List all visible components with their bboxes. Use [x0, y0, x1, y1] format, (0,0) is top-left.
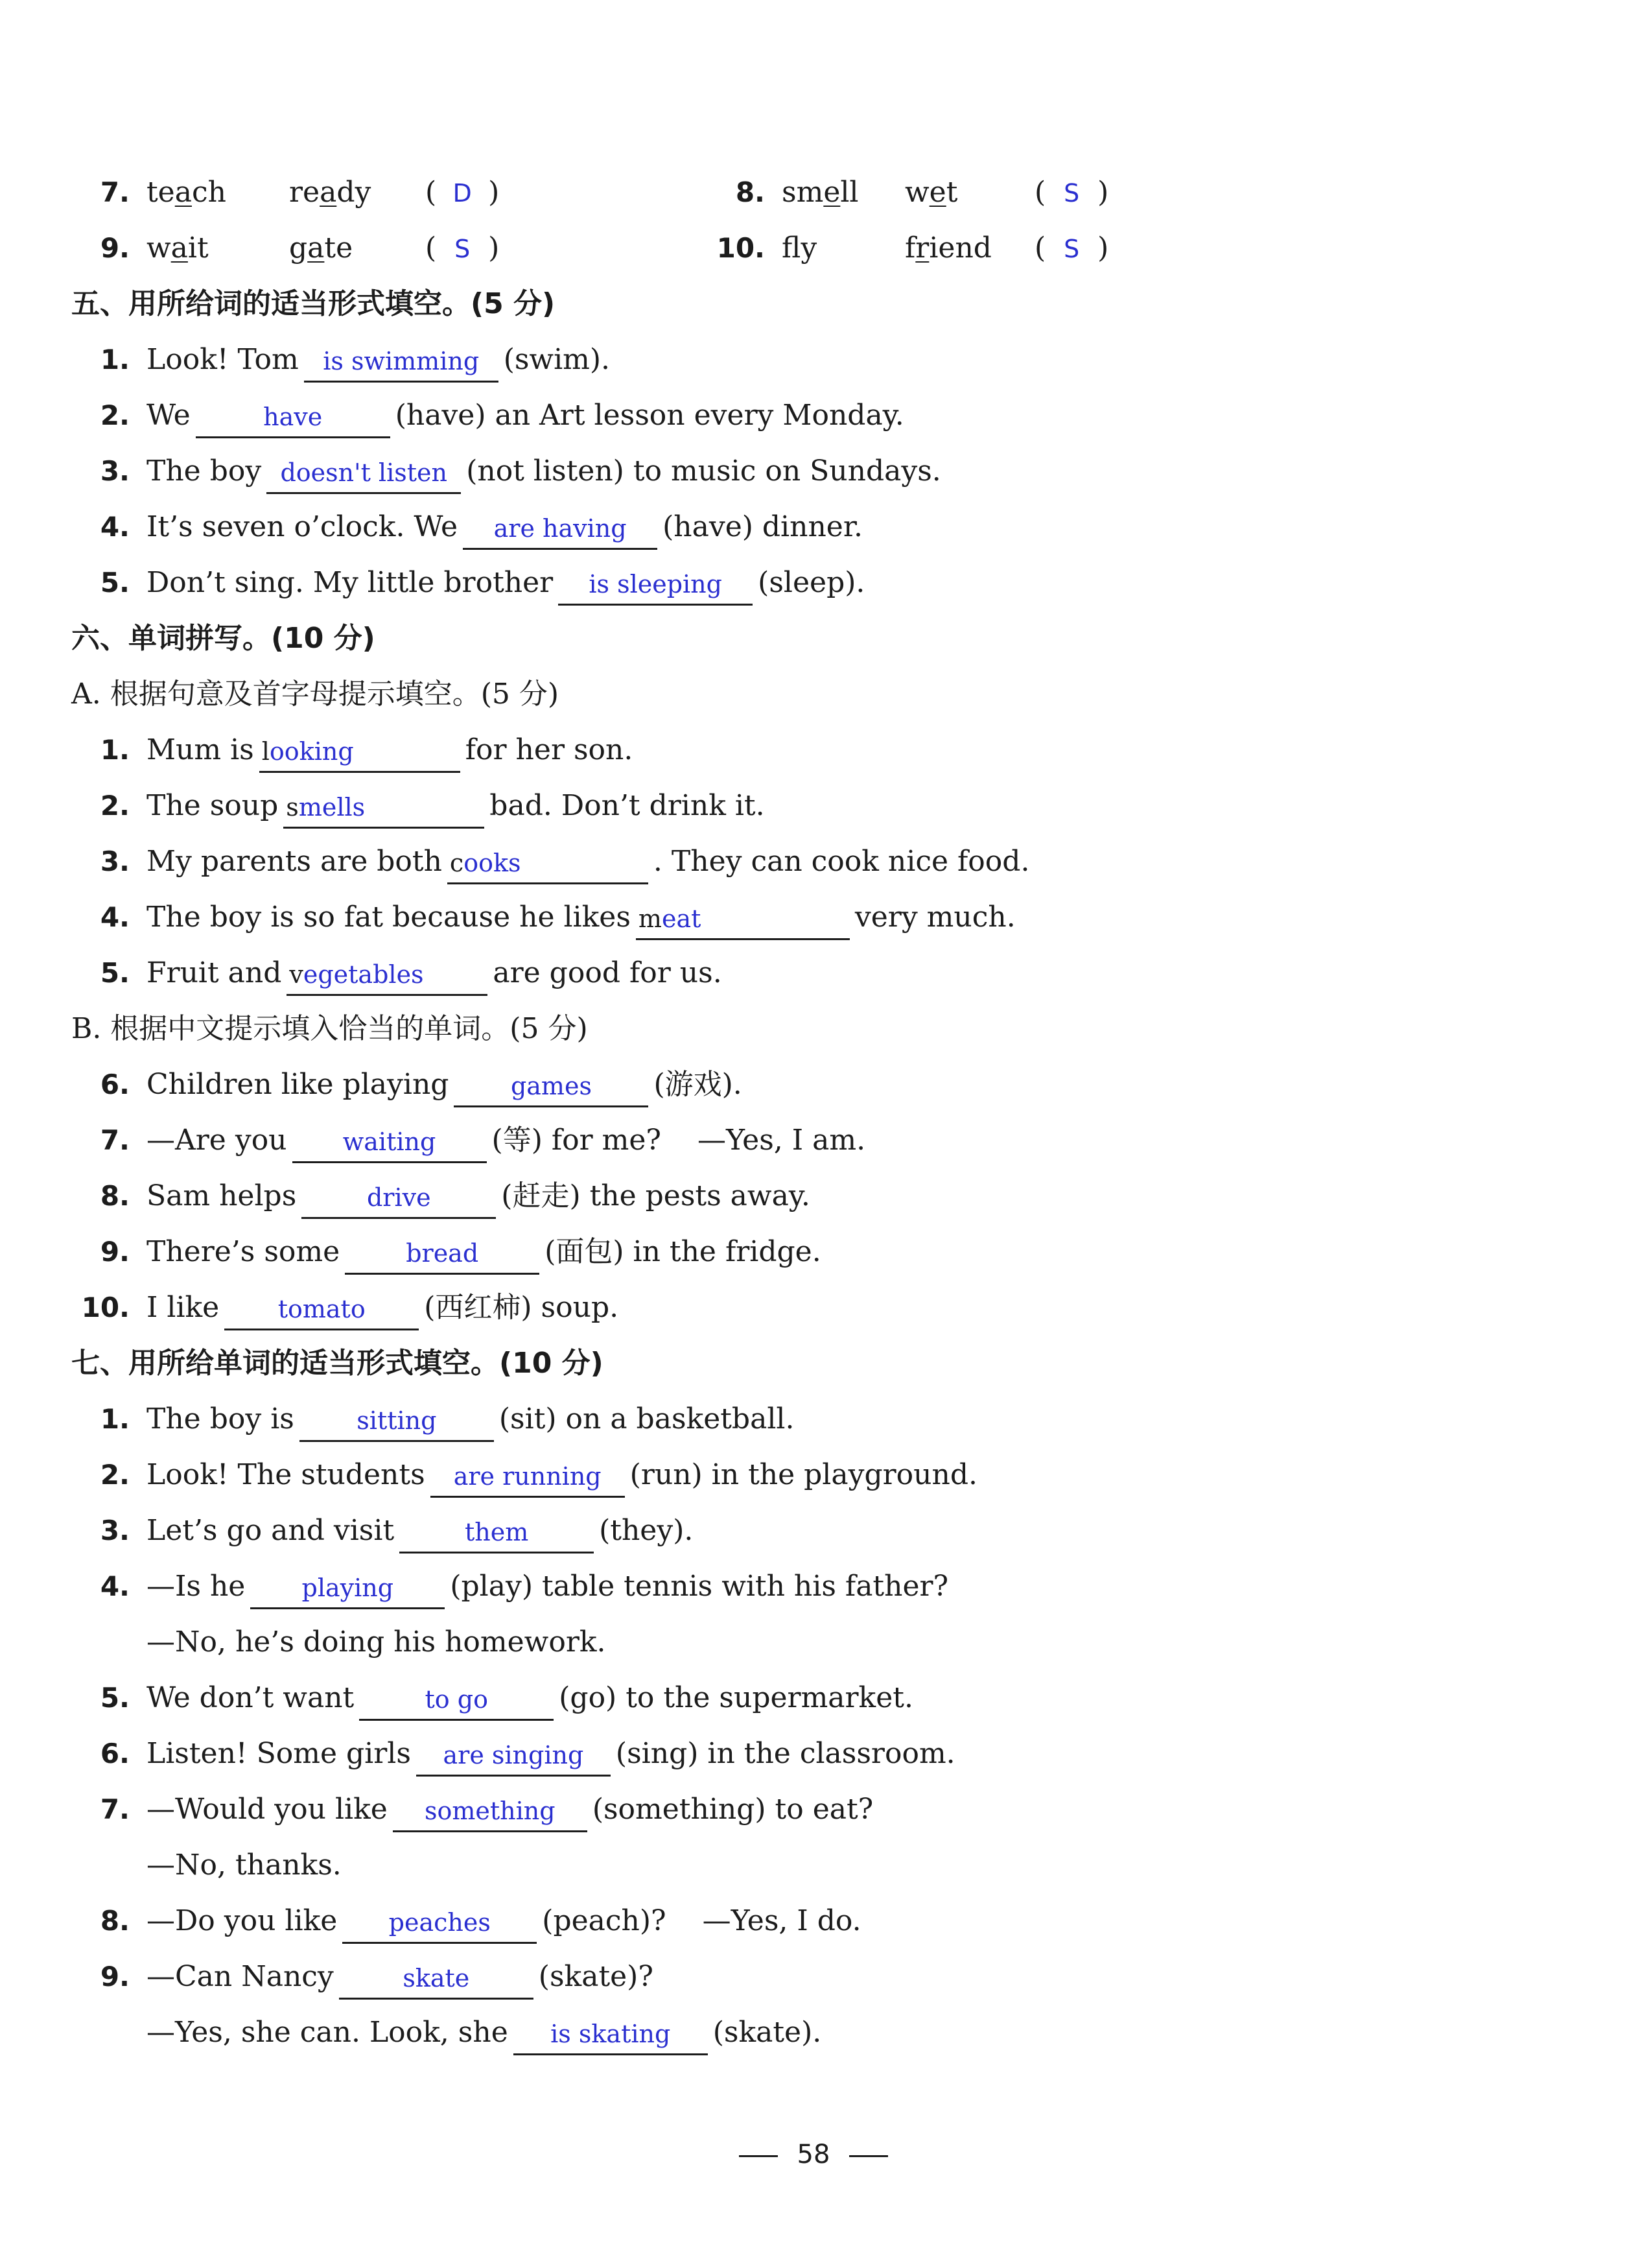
- answer-text: waiting: [342, 1128, 436, 1156]
- section-6-item-10: [71, 1285, 1549, 1330]
- sentence-text: —Yes, she can. Look, she: [146, 2016, 508, 2049]
- answer-blank[interactable]: [259, 733, 460, 773]
- item-number: 9.: [100, 1236, 130, 1268]
- answer-text: S: [454, 235, 471, 263]
- answer-text: skate: [403, 1964, 470, 1992]
- answer-paren: ( S ): [425, 226, 499, 272]
- sentence-text: There’s some: [146, 1235, 340, 1268]
- answer-text: is skating: [550, 2020, 671, 2048]
- answer-blank[interactable]: [345, 1235, 539, 1275]
- sentence-text: (skate)?: [538, 1960, 653, 1993]
- item-number: 3.: [100, 845, 130, 877]
- sentence-text: Listen! Some girls: [146, 1737, 411, 1770]
- item-number: 4.: [100, 511, 130, 543]
- answer-text: tomato: [277, 1295, 366, 1323]
- section-6-item-5: [71, 951, 1549, 996]
- word: friend: [905, 231, 992, 265]
- item-number: 8.: [100, 1905, 130, 1937]
- item-number: 5.: [100, 957, 130, 989]
- word: gate: [289, 231, 353, 265]
- sentence-text: We: [146, 399, 191, 432]
- section-7-item-3: [71, 1508, 1549, 1553]
- sentence-text: (run) in the playground.: [629, 1458, 977, 1491]
- answer-text: bread: [406, 1239, 479, 1268]
- item-number: 1.: [100, 734, 130, 766]
- answer-paren: ( S ): [1035, 170, 1108, 216]
- item-number: 9.: [100, 1961, 130, 1992]
- sentence-text: My parents are both: [146, 845, 442, 878]
- answer-blank[interactable]: [196, 399, 390, 438]
- sentence-text: Mum is: [146, 733, 254, 766]
- section-7-item-1: [71, 1397, 1549, 1442]
- sentence-text: (面包) in the fridge.: [544, 1235, 821, 1268]
- item-number: 6.: [100, 1738, 130, 1769]
- word: teach: [146, 176, 226, 209]
- sentence-text: very much.: [854, 901, 1016, 934]
- section-7-item-4: [71, 1564, 1549, 1609]
- sentence-text: —Are you: [146, 1124, 287, 1157]
- section-7-item-4-reply: —No, he’s doing his homework.: [146, 1625, 606, 1659]
- sentence-text: I like: [146, 1291, 220, 1324]
- sentence-text: —Is he: [146, 1570, 246, 1603]
- sentence-text: (等) for me? —Yes, I am.: [491, 1124, 866, 1157]
- answer-text: are singing: [443, 1741, 584, 1769]
- sentence-text: (peach)? —Yes, I do.: [542, 1904, 861, 1937]
- sentence-text: The boy is: [146, 1402, 294, 1435]
- answer-paren: ( S ): [1035, 226, 1108, 272]
- item-number: 8.: [100, 1180, 130, 1212]
- sentence-text: (sing) in the classroom.: [615, 1737, 955, 1770]
- answer-blank[interactable]: [250, 1570, 445, 1609]
- answer-blank[interactable]: [339, 1960, 533, 2000]
- sentence-text: (something) to eat?: [592, 1793, 874, 1826]
- answer-blank[interactable]: [513, 2016, 708, 2055]
- answer-blank[interactable]: [266, 455, 461, 494]
- item-number: 5.: [100, 567, 130, 598]
- phonics-row-2b: [707, 226, 1549, 271]
- answer-text: to go: [425, 1685, 488, 1714]
- section-6-item-9: [71, 1229, 1549, 1275]
- item-number: 4.: [100, 901, 130, 933]
- sentence-text: (游戏).: [653, 1068, 742, 1101]
- sentence-text: Let’s go and visit: [146, 1514, 395, 1547]
- answer-text: is sleeping: [589, 570, 722, 598]
- answer-text: looking: [261, 737, 354, 766]
- section-5-item-1: [71, 337, 1549, 383]
- answer-text: peaches: [388, 1908, 491, 1937]
- item-number: 9.: [100, 232, 130, 264]
- section-5-item-2: [71, 393, 1549, 438]
- sentence-text: The boy is so fat because he likes: [146, 901, 631, 934]
- footer-dash: [739, 2155, 778, 2157]
- answer-text: have: [263, 403, 323, 431]
- section-7-heading: 七、用所给单词的适当形式填空。(10 分): [71, 1347, 603, 1380]
- item-number: 10.: [716, 232, 765, 264]
- section-6-item-7: [71, 1118, 1549, 1163]
- answer-text: something: [425, 1797, 556, 1825]
- item-number: 5.: [100, 1682, 130, 1714]
- sentence-text: —Do you like: [146, 1904, 338, 1937]
- answer-blank[interactable]: [463, 510, 657, 550]
- page-number-text: 58: [797, 2140, 830, 2169]
- answer-text: S: [1064, 235, 1080, 263]
- item-number: 3.: [100, 1515, 130, 1546]
- answer-blank[interactable]: [342, 1904, 537, 1944]
- answer-text: cooks: [449, 849, 521, 877]
- answer-blank[interactable]: [393, 1793, 587, 1832]
- section-6-item-4: [71, 895, 1549, 940]
- sentence-text: Fruit and: [146, 956, 282, 989]
- item-number: 3.: [100, 455, 130, 487]
- answer-text: are having: [493, 514, 627, 543]
- section-7-item-9: [71, 1954, 1549, 2000]
- section-5-item-4: [71, 504, 1549, 550]
- sentence-text: (swim).: [503, 343, 611, 376]
- answer-text: playing: [301, 1574, 394, 1602]
- section-6-item-2: [71, 783, 1549, 829]
- item-number: 7.: [100, 176, 130, 208]
- word: wait: [146, 231, 209, 265]
- sentence-text: (go) to the supermarket.: [559, 1681, 913, 1714]
- section-7-item-5: [71, 1675, 1549, 1721]
- answer-blank[interactable]: [359, 1681, 554, 1721]
- answer-blank[interactable]: [447, 845, 648, 884]
- sentence-text: (赶走) the pests away.: [501, 1179, 810, 1212]
- sentence-text: (西红柿) soup.: [424, 1291, 619, 1324]
- section-5-item-3: [71, 449, 1549, 494]
- answer-text: games: [510, 1072, 592, 1100]
- word: ready: [289, 176, 371, 209]
- section-6-part-b: B. 根据中文提示填入恰当的单词。(5 分): [71, 1012, 588, 1045]
- answer-text: are running: [453, 1462, 602, 1491]
- answer-text: D: [452, 179, 472, 207]
- sentence-text: Don’t sing. My little brother: [146, 566, 554, 599]
- footer-dash: [849, 2155, 888, 2157]
- answer-text: doesn't listen: [280, 458, 447, 487]
- item-number: 8.: [735, 176, 765, 208]
- section-7-item-7-reply: —No, thanks.: [146, 1849, 342, 1882]
- section-5-item-5: [71, 560, 1549, 606]
- item-number: 7.: [100, 1124, 130, 1156]
- answer-text: vegetables: [289, 960, 424, 989]
- section-7-item-9-reply: [146, 2010, 1549, 2055]
- answer-text: meat: [638, 904, 701, 933]
- section-6-item-3: [71, 839, 1549, 884]
- sentence-text: (have) dinner.: [662, 510, 863, 543]
- phonics-row-1b: [707, 170, 1549, 215]
- answer-text: drive: [366, 1183, 431, 1212]
- sentence-text: It’s seven o’clock. We: [146, 510, 458, 543]
- sentence-text: —Would you like: [146, 1793, 388, 1826]
- sentence-text: (have) an Art lesson every Monday.: [395, 399, 904, 432]
- section-6-heading: 六、单词拼写。(10 分): [71, 622, 375, 655]
- answer-blank[interactable]: [224, 1291, 419, 1330]
- item-number: 2.: [100, 399, 130, 431]
- sentence-text: bad. Don’t drink it.: [489, 789, 765, 822]
- answer-text: smells: [286, 793, 366, 821]
- section-7-item-2: [71, 1452, 1549, 1498]
- section-6-item-8: [71, 1174, 1549, 1219]
- answer-text: them: [464, 1518, 529, 1546]
- section-7-item-7: [71, 1787, 1549, 1832]
- answer-text: is swimming: [323, 347, 480, 375]
- answer-blank[interactable]: [454, 1068, 648, 1107]
- sentence-text: (not listen) to music on Sundays.: [466, 455, 941, 488]
- section-5-heading: 五、用所给词的适当形式填空。(5 分): [71, 287, 556, 320]
- answer-blank[interactable]: [292, 1124, 487, 1163]
- sentence-text: for her son.: [465, 733, 633, 766]
- sentence-text: (play) table tennis with his father?: [450, 1570, 949, 1603]
- item-number: 2.: [100, 790, 130, 821]
- answer-blank[interactable]: [283, 789, 484, 829]
- section-7-item-6: [71, 1731, 1549, 1777]
- answer-blank[interactable]: [301, 1179, 496, 1219]
- sentence-text: The soup: [146, 789, 279, 822]
- page-number: [0, 2140, 1627, 2169]
- sentence-text: are good for us.: [493, 956, 722, 989]
- sentence-text: Look! Tom: [146, 343, 299, 376]
- item-number: 6.: [100, 1069, 130, 1100]
- section-6-part-a: A. 根据句意及首字母提示填空。(5 分): [71, 678, 559, 711]
- answer-blank[interactable]: [558, 566, 753, 606]
- item-number: 1.: [100, 1403, 130, 1435]
- answer-blank[interactable]: [416, 1737, 611, 1777]
- sentence-text: We don’t want: [146, 1681, 355, 1714]
- section-7-item-8: [71, 1898, 1549, 1944]
- sentence-text: —Can Nancy: [146, 1960, 334, 1993]
- answer-blank[interactable]: [287, 956, 487, 996]
- word: smell: [782, 176, 859, 209]
- answer-blank[interactable]: [399, 1514, 594, 1553]
- answer-blank[interactable]: [430, 1458, 625, 1498]
- answer-blank[interactable]: [636, 901, 850, 940]
- item-number: 10.: [81, 1292, 130, 1323]
- answer-text: sitting: [357, 1406, 437, 1435]
- answer-text: S: [1064, 179, 1080, 207]
- section-6-item-6: [71, 1062, 1549, 1107]
- sentence-text: Children like playing: [146, 1068, 449, 1101]
- sentence-text: (they).: [599, 1514, 694, 1547]
- word: fy: [782, 231, 817, 265]
- answer-paren: ( D ): [425, 170, 499, 216]
- section-6-item-1: [71, 727, 1549, 773]
- item-number: 1.: [100, 344, 130, 375]
- sentence-text: The boy: [146, 455, 262, 488]
- item-number: 2.: [100, 1459, 130, 1491]
- sentence-text: (sit) on a basketball.: [498, 1402, 795, 1435]
- sentence-text: (sleep).: [758, 566, 865, 599]
- answer-blank[interactable]: [299, 1402, 494, 1442]
- item-number: 4.: [100, 1570, 130, 1602]
- answer-blank[interactable]: [304, 343, 498, 383]
- sentence-text: . They can cook nice food.: [653, 845, 1030, 878]
- sentence-text: Sam helps: [146, 1179, 297, 1212]
- sentence-text: (skate).: [712, 2016, 822, 2049]
- item-number: 7.: [100, 1793, 130, 1825]
- word: wet: [905, 176, 958, 209]
- sentence-text: Look! The students: [146, 1458, 425, 1491]
